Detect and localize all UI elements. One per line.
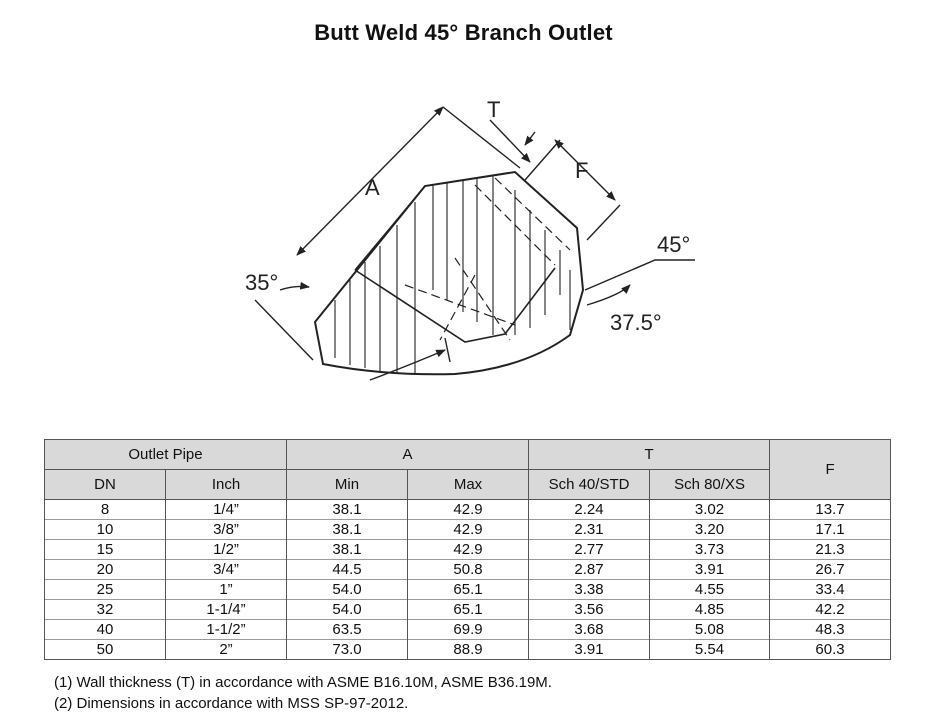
cell-a-min: 63.5 — [287, 620, 408, 640]
header-a: A — [287, 440, 529, 470]
cell-inch: 1/4” — [166, 500, 287, 520]
header-inch: Inch — [166, 470, 287, 500]
table-row — [45, 600, 891, 620]
cell-a-max: 65.1 — [408, 580, 529, 600]
cell-t-sch80: 3.91 — [650, 560, 770, 580]
angle-45-label: 45° — [657, 232, 691, 257]
cell-a-min: 38.1 — [287, 520, 408, 540]
table-row — [45, 560, 891, 580]
cell-inch: 1-1/4” — [166, 600, 287, 620]
cell-dn: 15 — [45, 540, 166, 560]
cell-inch: 2” — [166, 640, 287, 660]
cell-a-max: 42.9 — [408, 540, 529, 560]
header-max: Max — [408, 470, 529, 500]
cell-t-sch80: 3.73 — [650, 540, 770, 560]
cell-t-sch40: 2.77 — [529, 540, 650, 560]
cell-a-min: 38.1 — [287, 500, 408, 520]
cell-f: 33.4 — [770, 580, 891, 600]
footnote-2: (2) Dimensions in accordance with MSS SP-97-2012. — [54, 695, 409, 712]
table-row — [45, 580, 891, 600]
cell-dn: 32 — [45, 600, 166, 620]
cell-f: 21.3 — [770, 540, 891, 560]
cell-f: 17.1 — [770, 520, 891, 540]
header-min: Min — [287, 470, 408, 500]
cell-inch: 3/8” — [166, 520, 287, 540]
cell-a-min: 44.5 — [287, 560, 408, 580]
cell-inch: 1/2” — [166, 540, 287, 560]
header-t: T — [529, 440, 770, 470]
cell-a-max: 65.1 — [408, 600, 529, 620]
table-row — [45, 620, 891, 640]
cell-f: 13.7 — [770, 500, 891, 520]
cell-f: 42.2 — [770, 600, 891, 620]
cell-a-max: 69.9 — [408, 620, 529, 640]
cell-inch: 3/4” — [166, 560, 287, 580]
cell-t-sch80: 5.54 — [650, 640, 770, 660]
cell-f: 26.7 — [770, 560, 891, 580]
cell-f: 48.3 — [770, 620, 891, 640]
cell-inch: 1” — [166, 580, 287, 600]
table-row — [45, 540, 891, 560]
cell-t-sch40: 3.91 — [529, 640, 650, 660]
dimension-t-label: T — [487, 97, 501, 122]
header-dn: DN — [45, 470, 166, 500]
header-sch40: Sch 40/STD — [529, 470, 650, 500]
cell-dn: 40 — [45, 620, 166, 640]
cell-a-max: 42.9 — [408, 520, 529, 540]
cell-t-sch40: 3.68 — [529, 620, 650, 640]
angle-35-label: 35° — [245, 270, 279, 295]
cell-a-min: 54.0 — [287, 580, 408, 600]
cell-t-sch80: 3.02 — [650, 500, 770, 520]
branch-outlet-drawing — [225, 90, 705, 390]
cell-f: 60.3 — [770, 640, 891, 660]
cell-t-sch40: 2.24 — [529, 500, 650, 520]
angle-37-5-label: 37.5° — [610, 310, 662, 335]
table-row — [45, 500, 891, 520]
table-row — [45, 520, 891, 540]
cell-a-min: 73.0 — [287, 640, 408, 660]
dimension-table — [44, 439, 891, 660]
header-outlet-pipe: Outlet Pipe — [45, 440, 287, 470]
cell-dn: 10 — [45, 520, 166, 540]
cell-a-max: 88.9 — [408, 640, 529, 660]
header-f: F — [770, 440, 891, 500]
cell-t-sch80: 3.20 — [650, 520, 770, 540]
table-row — [45, 640, 891, 660]
cell-t-sch40: 2.87 — [529, 560, 650, 580]
cell-t-sch80: 4.85 — [650, 600, 770, 620]
cell-dn: 8 — [45, 500, 166, 520]
header-sch80: Sch 80/XS — [650, 470, 770, 500]
cell-t-sch40: 3.38 — [529, 580, 650, 600]
footnote-1: (1) Wall thickness (T) in accordance with ASME B16.10M, ASME B36.19M. — [54, 674, 552, 691]
cell-a-min: 54.0 — [287, 600, 408, 620]
cell-a-min: 38.1 — [287, 540, 408, 560]
dimension-a-label: A — [365, 175, 380, 200]
cell-t-sch80: 5.08 — [650, 620, 770, 640]
page-title: Butt Weld 45° Branch Outlet — [314, 20, 613, 45]
cell-dn: 20 — [45, 560, 166, 580]
footnotes — [54, 672, 552, 714]
cell-t-sch80: 4.55 — [650, 580, 770, 600]
cell-t-sch40: 3.56 — [529, 600, 650, 620]
cell-a-max: 50.8 — [408, 560, 529, 580]
cell-dn: 25 — [45, 580, 166, 600]
cell-a-max: 42.9 — [408, 500, 529, 520]
cell-t-sch40: 2.31 — [529, 520, 650, 540]
dimension-f-label: F — [575, 158, 589, 183]
cell-dn: 50 — [45, 640, 166, 660]
cell-inch: 1-1/2” — [166, 620, 287, 640]
